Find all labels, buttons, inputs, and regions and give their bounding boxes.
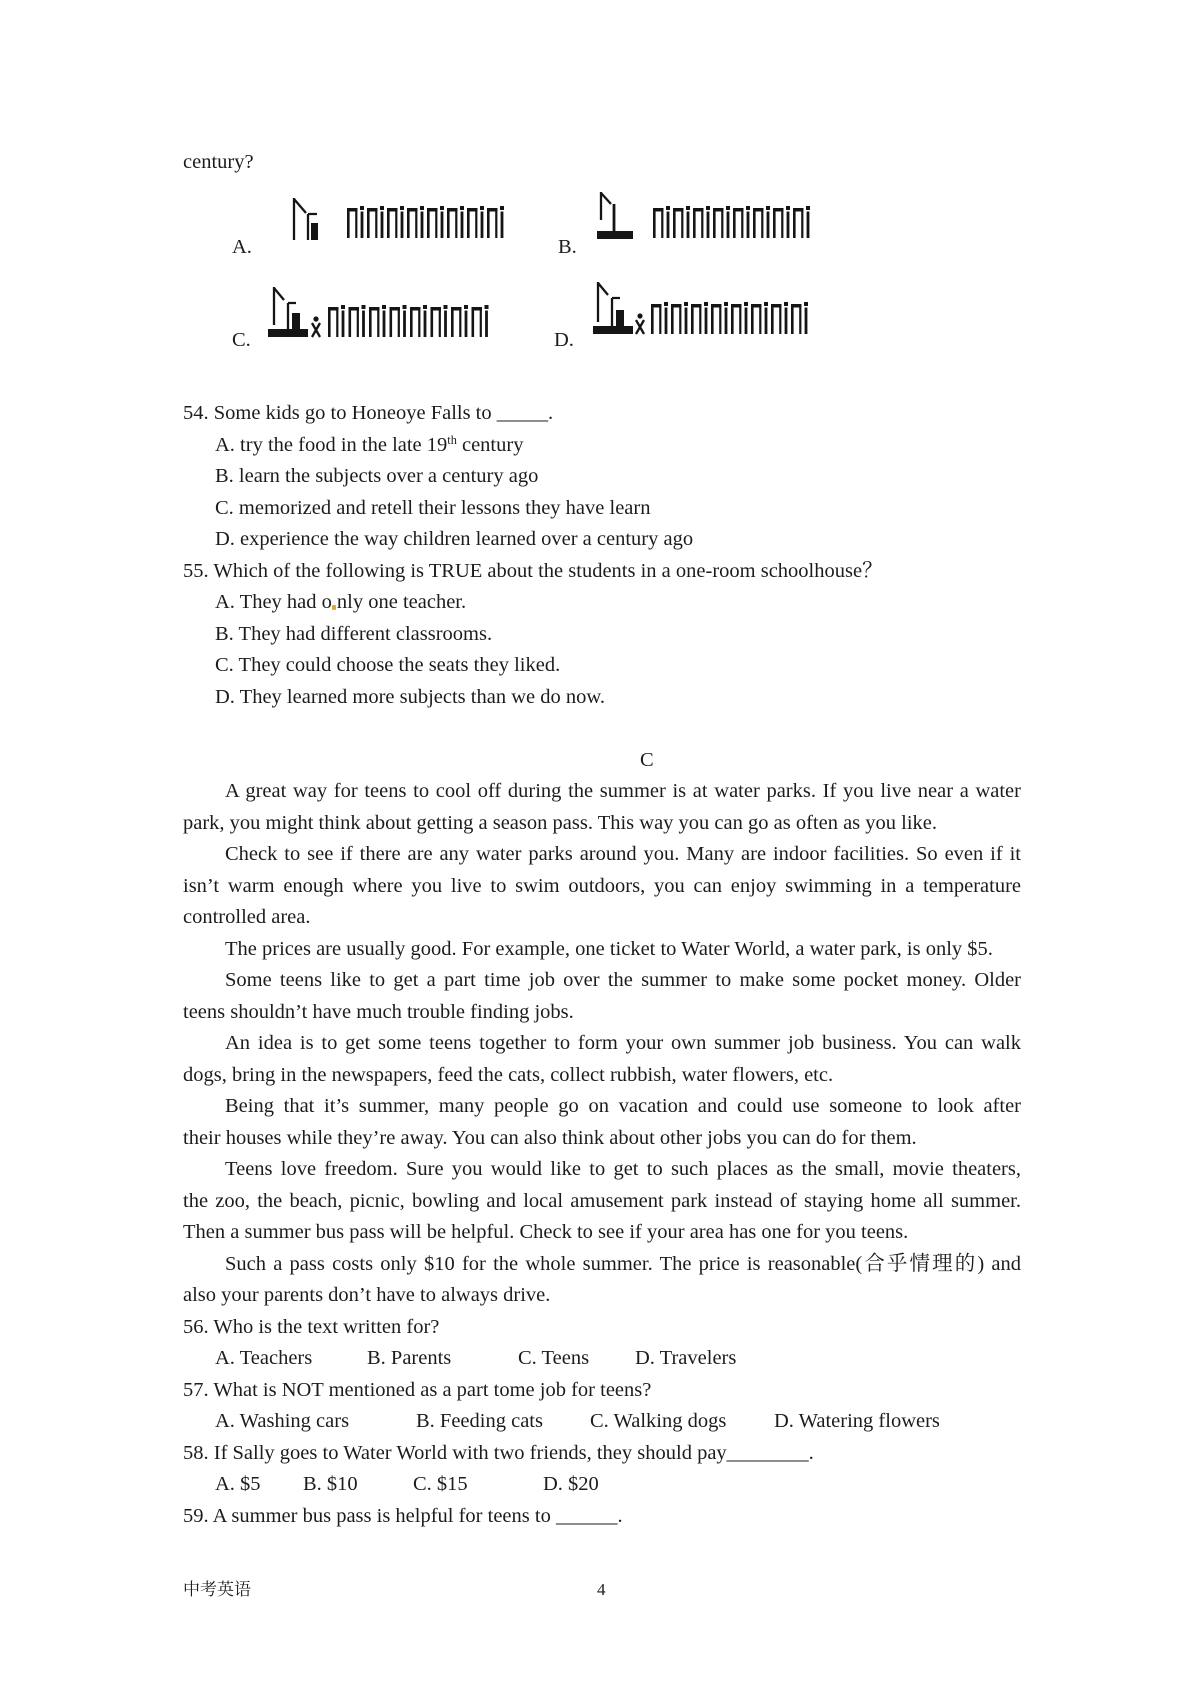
paragraph-line: Teens love freedom. Sure you would like to get to such places as the small, movie theaters,: [225, 1158, 1021, 1180]
desk-unit: [427, 206, 444, 238]
question-57-option-d: D. Watering flowers: [774, 1410, 940, 1432]
question-54-option-b: B. learn the subjects over a century ago: [215, 465, 539, 487]
desk-unit: [753, 206, 770, 238]
question-53-option-b-label: B.: [558, 236, 577, 258]
passage-paragraph: [183, 1091, 1021, 1154]
paragraph-line: A great way for teens to cool off during the summer is at water parks. If you live near a water: [225, 780, 1021, 802]
desk-unit: [387, 206, 404, 238]
seating-diagram-b-icon: [597, 190, 817, 245]
question-58-options: [183, 1469, 1021, 1501]
paragraph-line: Such a pass costs only $10 for the whole summer. The price is reasonable(合乎情理的) and: [225, 1252, 1021, 1275]
question-56-option-d: D. Travelers: [635, 1347, 737, 1369]
question-54-stem: 54. Some kids go to Honeoye Falls to _____.: [183, 402, 554, 424]
desk-unit: [711, 302, 728, 334]
passage-paragraph: [183, 934, 1021, 966]
question-55-stem: 55. Which of the following is TRUE about the students in a one-room schoolhouse？: [183, 559, 883, 582]
desk-unit: [733, 206, 750, 238]
desk-unit: [651, 302, 668, 334]
paragraph-line: isn’t warm enough where you live to swim outdoors, you can enjoy swimming in a temperature: [183, 874, 1021, 897]
superscript-text: th: [447, 432, 457, 447]
desk-unit: [407, 206, 424, 238]
option-text-tail: century: [456, 433, 524, 456]
desk-unit: [673, 206, 690, 238]
question-56-stem: 56. Who is the text written for?: [183, 1315, 440, 1338]
question-55-option-d: D. They learned more subjects than we do now.: [215, 685, 605, 708]
paragraph-line: their houses while they’re away. You can also think about other jobs you can do for them.: [183, 1126, 917, 1149]
desk-unit: [773, 206, 790, 238]
passage-heading: C: [640, 748, 654, 771]
paragraph-line: the zoo, the beach, picnic, bowling and local amusement park instead of staying home all summer.: [183, 1189, 1021, 1212]
question-57-option-b: B. Feeding cats: [416, 1410, 543, 1432]
desk-unit: [731, 302, 748, 334]
desk-unit: [793, 206, 810, 238]
paragraph-line: controlled area.: [183, 906, 311, 928]
question-54-option-d: D. experience the way children learned over a century ago: [215, 528, 694, 550]
desk-unit: [771, 302, 788, 334]
desk-row: [328, 305, 489, 337]
desk-unit: [367, 206, 384, 238]
paragraph-line: Then a summer bus pass will be helpful. Check to see if your area has one for you teens.: [183, 1221, 909, 1243]
question-55-option-a: [183, 587, 1021, 619]
desk-row: [347, 206, 504, 238]
question-58-option-d: D. $20: [543, 1473, 599, 1495]
seating-diagram-a-icon: [291, 196, 513, 246]
paragraph-line: An idea is to get some teens together to form your own summer job business. You can walk: [225, 1032, 1021, 1054]
paragraph-line: Check to see if there are any water parks around you. Many are indoor facilities. So even if it: [225, 843, 1021, 865]
question-53-option-c-label: C.: [232, 329, 251, 351]
desk-unit: [671, 302, 688, 334]
question-56-option-a: A. Teachers: [215, 1347, 313, 1369]
passage-paragraph: [183, 1154, 1021, 1249]
question-55-option-c: C. They could choose the seats they liked.: [215, 654, 561, 676]
question-54-option-a: [183, 430, 1021, 462]
edit-mark: [332, 605, 336, 610]
question-56-option-b: B. Parents: [367, 1347, 452, 1369]
desk-unit: [653, 206, 670, 238]
passage-paragraph: [183, 965, 1021, 1028]
page-number: 4: [597, 1580, 606, 1599]
desk-unit: [751, 302, 768, 334]
question-56-option-c: C. Teens: [518, 1347, 590, 1369]
passage-paragraph: [183, 839, 1021, 934]
question-58-option-c: C. $15: [413, 1473, 468, 1495]
question-53-option-a-label: A.: [232, 236, 252, 258]
question-53-option-d-label: D.: [554, 329, 574, 351]
desk-unit: [369, 305, 386, 337]
question-58-stem: 58. If Sally goes to Water World with two friends, they should pay________.: [183, 1441, 814, 1464]
desk-unit: [390, 305, 407, 337]
desk-unit: [693, 206, 710, 238]
passage-body: [183, 776, 1021, 1312]
question-57-stem: 57. What is NOT mentioned as a part tome job for teens?: [183, 1378, 652, 1401]
paragraph-line: The prices are usually good. For example, one ticket to Water World, a water park, is only $5.: [225, 937, 993, 960]
option-text: A. They had o: [215, 591, 332, 613]
footer-subject: 中考英语: [183, 1580, 251, 1599]
desk-unit: [410, 305, 427, 337]
paragraph-line: park, you might think about getting a season pass. This way you can go as often as you like.: [183, 811, 938, 834]
question-57-option-a: A. Washing cars: [215, 1410, 350, 1432]
question-56-options: [183, 1343, 1021, 1375]
blank-line: [183, 713, 1021, 745]
teacher-figure: [601, 192, 614, 232]
desk-unit: [451, 305, 468, 337]
paragraph-line: also your parents don’t have to always drive.: [183, 1284, 551, 1306]
question-59-stem: 59. A summer bus pass is helpful for teens to ______.: [183, 1504, 623, 1527]
desk-unit: [691, 302, 708, 334]
desk-unit: [349, 305, 366, 337]
seating-diagram-c-icon: [268, 285, 496, 345]
question-57-options: [183, 1406, 1021, 1438]
desk-unit: [328, 305, 345, 337]
question-54-option-c: C. memorized and retell their lessons they have learn: [215, 496, 651, 519]
passage-paragraph: [183, 1028, 1021, 1091]
desk-row: [653, 206, 810, 238]
question-58-option-a: A. $5: [215, 1473, 261, 1495]
option-text: A. try the food in the late 19: [215, 433, 448, 456]
desk-unit: [487, 206, 504, 238]
paragraph-line: Being that it’s summer, many people go on vacation and could use someone to look after: [225, 1095, 1021, 1117]
desk-unit: [347, 206, 364, 238]
desk-unit: [713, 206, 730, 238]
desk-unit: [431, 305, 448, 337]
questions-and-passage: [183, 398, 1021, 1532]
question-57-option-c: C. Walking dogs: [590, 1410, 727, 1432]
question-53-stem-continuation: century?: [183, 151, 254, 173]
desk-unit: [447, 206, 464, 238]
passage-paragraph: [183, 776, 1021, 839]
seating-diagram-d-icon: [593, 280, 815, 342]
paragraph-line: teens shouldn’t have much trouble finding jobs.: [183, 1000, 574, 1023]
desk-row: [651, 302, 808, 334]
question-55-option-b: B. They had different classrooms.: [215, 622, 493, 645]
question-58-option-b: B. $10: [303, 1473, 358, 1495]
paragraph-line: dogs, bring in the newspapers, feed the cats, collect rubbish, water flowers, etc.: [183, 1063, 834, 1086]
desk-unit: [472, 305, 489, 337]
passage-paragraph: [183, 1249, 1021, 1312]
paragraph-line: Some teens like to get a part time job over the summer to make some pocket money. Older: [225, 969, 1021, 991]
desk-unit: [791, 302, 808, 334]
desk-unit: [467, 206, 484, 238]
option-text-tail: nly one teacher.: [336, 591, 467, 613]
